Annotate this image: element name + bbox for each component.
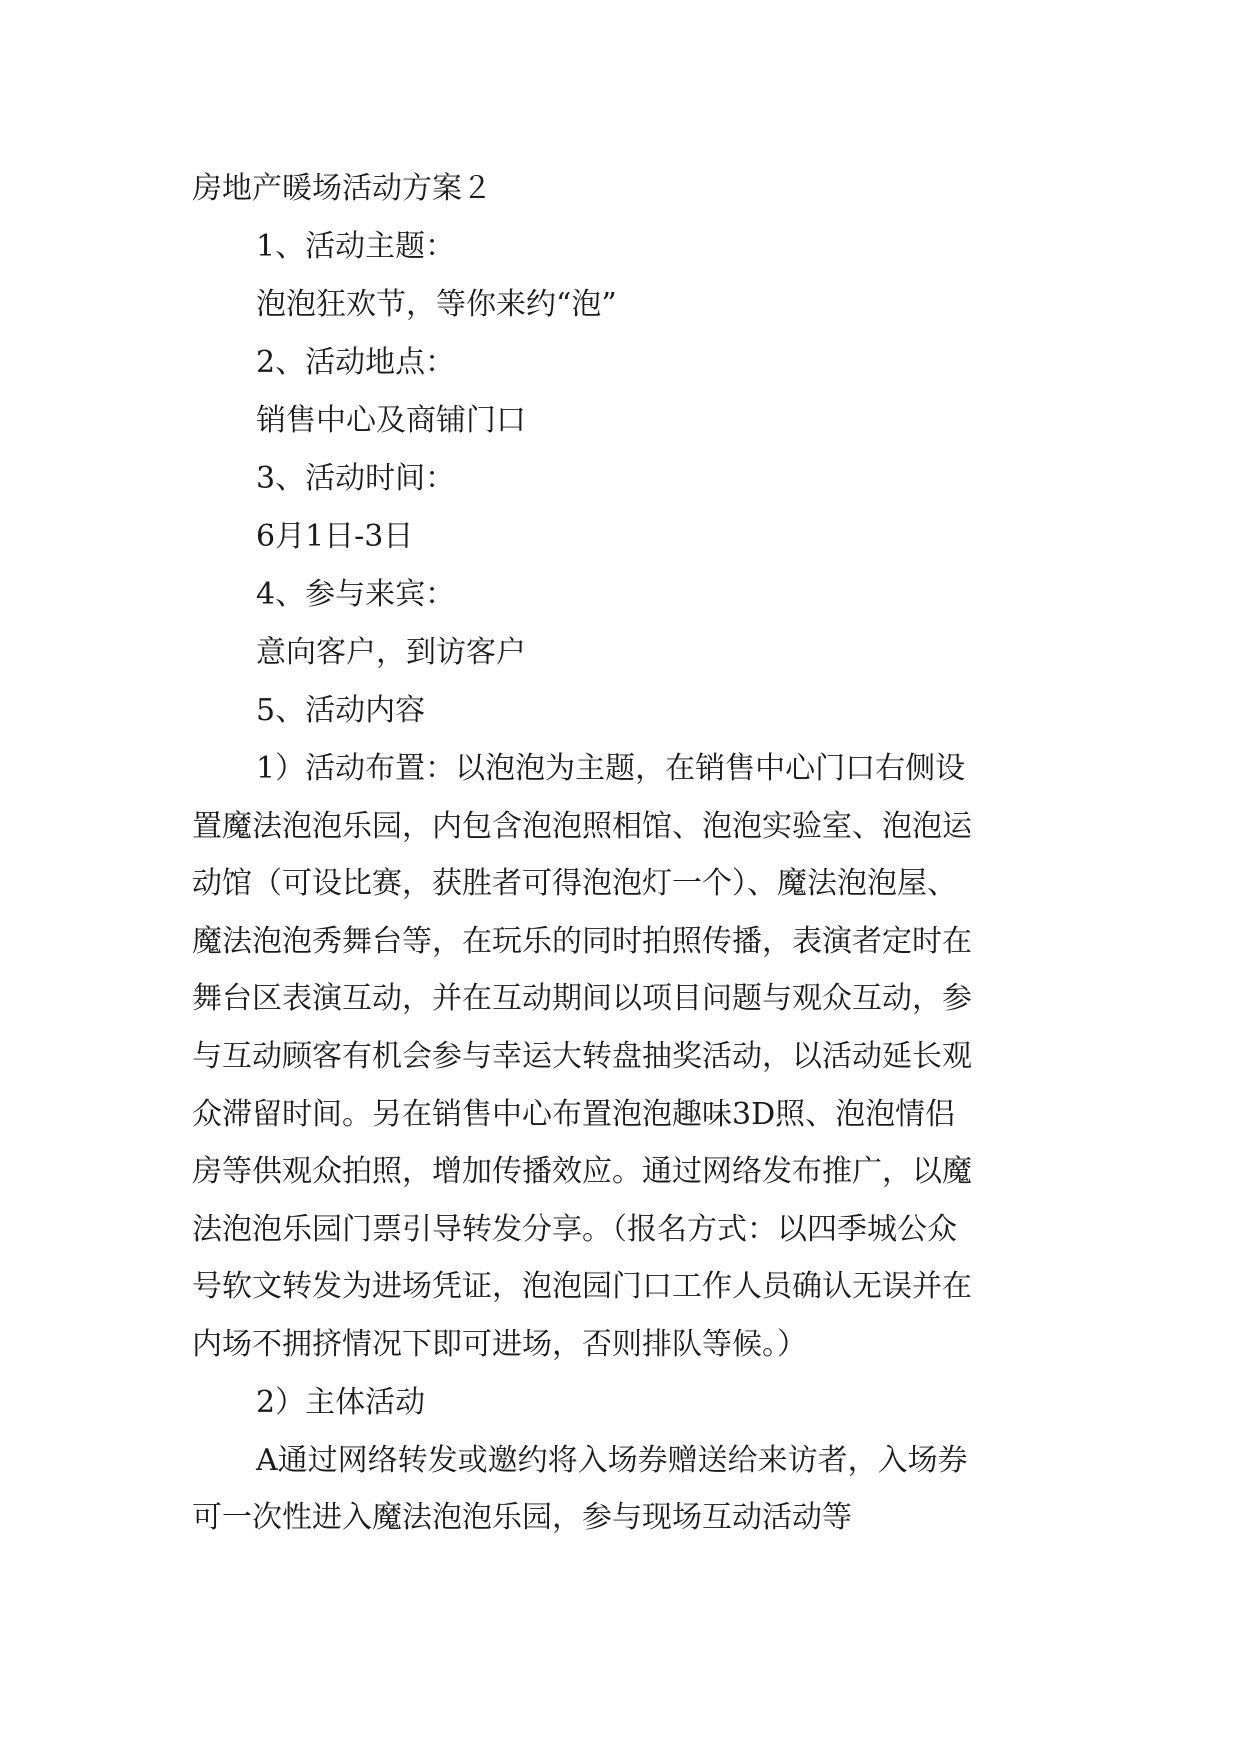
paragraph-line: 魔法泡泡秀舞台等，在玩乐的同时拍照传播，表演者定时在 xyxy=(192,923,972,959)
section-heading-theme: 1、活动主题： xyxy=(256,229,456,264)
section-heading-location: 2、活动地点： xyxy=(256,345,456,380)
paragraph-line: 动馆（可设比赛，获胜者可得泡泡灯一个）、魔法泡泡屋、 xyxy=(192,866,957,902)
paragraph-line: 房等供观众拍照，增加传播效应。通过网络发布推广，以魔 xyxy=(192,1154,972,1190)
section-heading-guests: 4、参与来宾： xyxy=(256,577,456,612)
paragraph-line: 内场不拥挤情况下即可进场，否则排队等候。） xyxy=(192,1326,807,1362)
paragraph-line: 号软文转发为进场凭证，泡泡园门口工作人员确认无误并在 xyxy=(192,1269,972,1305)
paragraph-line: 法泡泡乐园门票引导转发分享。（报名方式：以四季城公众 xyxy=(192,1211,957,1247)
section-heading-content: 5、活动内容 xyxy=(256,693,426,728)
section-heading-time: 3、活动时间： xyxy=(256,461,456,496)
document-title: 房地产暖场活动方案２ xyxy=(192,171,492,206)
section-body-time: 6月1日-3日 xyxy=(256,519,414,554)
paragraph-line: 1）活动布置：以泡泡为主题，在销售中心门口右侧设 xyxy=(256,751,966,786)
section-body-guests: 意向客户，到访客户 xyxy=(256,635,526,670)
paragraph-line: 众滞留时间。另在销售中心布置泡泡趣味3D照、泡泡情侣 xyxy=(192,1096,956,1132)
paragraph-line: 可一次性进入魔法泡泡乐园，参与现场互动活动等 xyxy=(192,1500,852,1536)
paragraph-line: 舞台区表演互动，并在互动期间以项目问题与观众互动，参 xyxy=(192,981,972,1017)
layout-paragraph xyxy=(192,740,1052,1374)
paragraph-line: A通过网络转发或邀约将入场券赠送给来访者，入场券 xyxy=(256,1442,968,1478)
paragraph-line: 与互动顾客有机会参与幸运大转盘抽奖活动，以活动延长观 xyxy=(192,1038,972,1074)
paragraph-line: 置魔法泡泡乐园，内包含泡泡照相馆、泡泡实验室、泡泡运 xyxy=(192,808,972,844)
section-body-location: 销售中心及商铺门口 xyxy=(256,403,526,438)
section-body-theme: 泡泡狂欢节，等你来约“泡” xyxy=(256,287,617,322)
document-content xyxy=(192,160,1052,1547)
main-activity-paragraph xyxy=(192,1432,1052,1547)
main-activity-heading: 2）主体活动 xyxy=(256,1384,426,1420)
